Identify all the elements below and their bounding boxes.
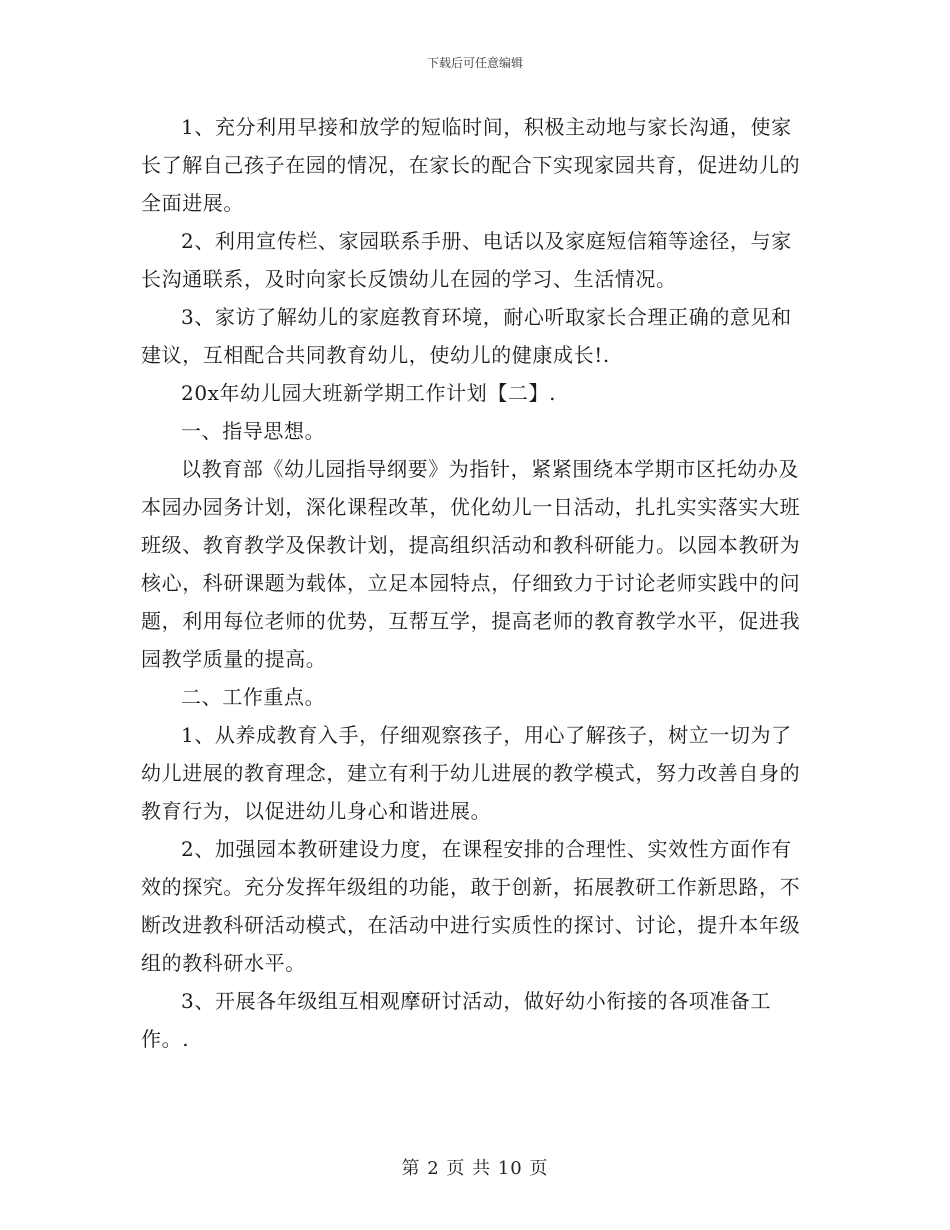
- paragraph: 2、加强园本教研建设力度，在课程安排的合理性、实效性方面作有效的探究。充分发挥年级组的功能，敢于创新，拓展教研工作新思路，不断改进教科研活动模式，在活动中进行实质性的探讨、讨论，提升本年级组的教科研水平。: [141, 837, 801, 975]
- paragraph: 3、家访了解幼儿的家庭教育环境，耐心听取家长合理正确的意见和建议，互相配合共同教育幼儿，使幼儿的健康成长!.: [141, 305, 792, 367]
- paragraph: 2、利用宣传栏、家园联系手册、电话以及家庭短信箱等途径，与家长沟通联系，及时向家长反馈幼儿在园的学习、生活情况。: [141, 229, 792, 291]
- paragraph: 3、开展各年级组互相观摩研讨活动，做好幼小衔接的各项准备工作。.: [141, 989, 772, 1051]
- paragraph: 1、从养成教育入手，仔细观察孩子，用心了解孩子，树立一切为了幼儿进展的教育理念，建立有利于幼儿进展的教学模式，努力改善自身的教育行为，以促进幼儿身心和谐进展。: [141, 723, 801, 823]
- page-header: 下载后可任意编辑: [426, 56, 523, 70]
- paragraph: 以教育部《幼儿园指导纲要》为指针，紧紧围绕本学期市区托幼办及本园办园务计划，深化课程改革，优化幼儿一日活动，扎扎实实落实大班班级、教育教学及保教计划，提高组织活动和教科研能力。以园本教研为核心，科研课题为载体，立足本园特点，仔细致力于讨论老师实践中的问题，利用每位老师的优势，互帮互学，提高老师的教育教学水平，促进我园教学质量的提高。: [141, 457, 801, 671]
- section-title: 20x年幼儿园大班新学期工作计划【二】.: [181, 381, 557, 405]
- section-heading: 二、工作重点。: [181, 685, 326, 709]
- document-body: [141, 108, 809, 1058]
- section-heading: 一、指导思想。: [181, 419, 326, 443]
- paragraph: 1、充分利用早接和放学的短临时间，积极主动地与家长沟通，使家长了解自己孩子在园的情况，在家长的配合下实现家园共育，促进幼儿的全面进展。: [141, 115, 801, 215]
- page-number: 第 2 页 共 10 页: [401, 1158, 549, 1179]
